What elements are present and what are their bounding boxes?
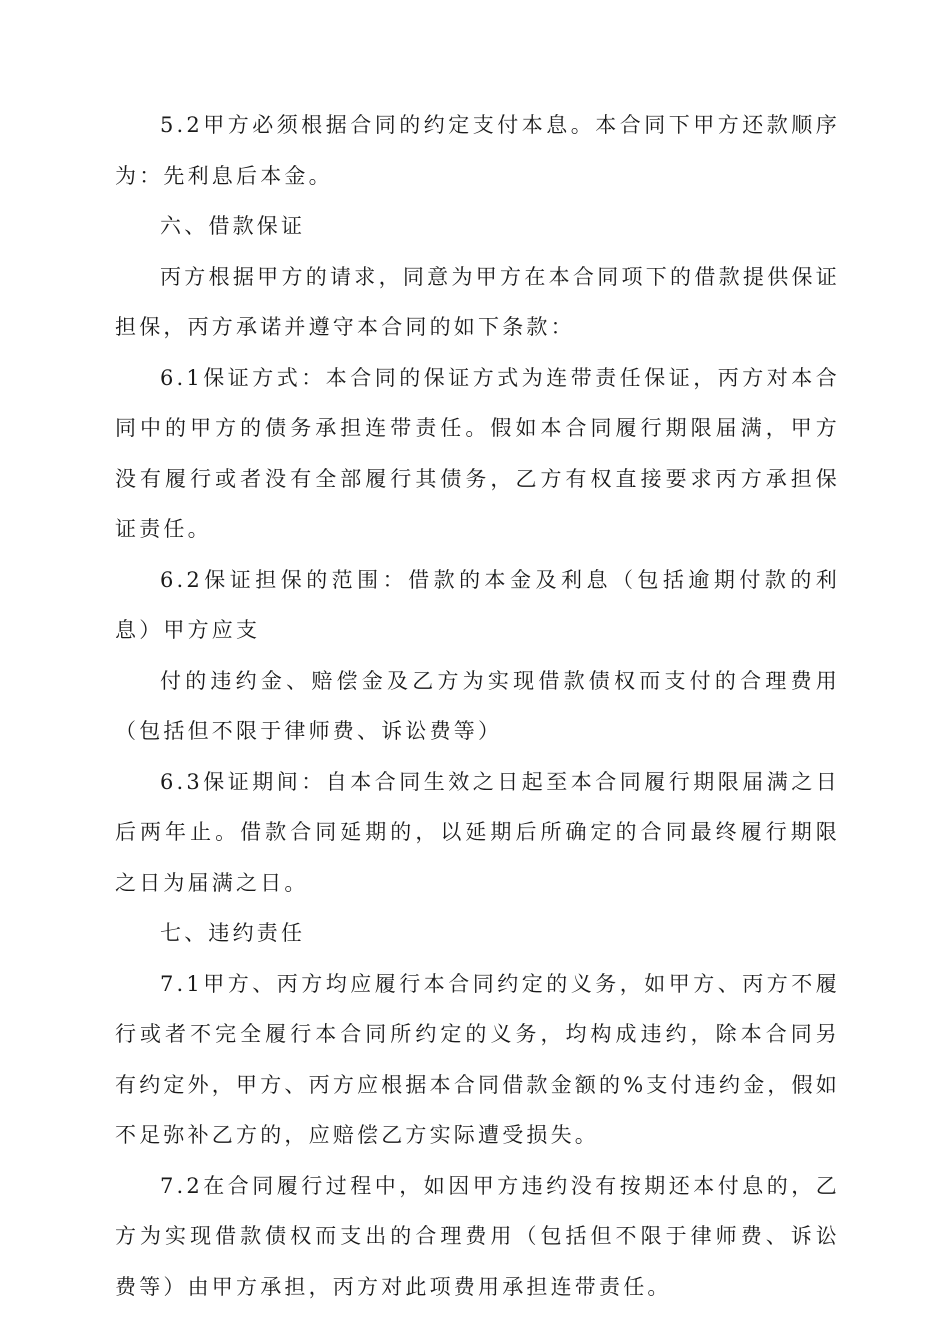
clause-5-2: 5.2甲方必须根据合同的约定支付本息。本合同下甲方还款顺序为：先利息后本金。 <box>115 113 840 188</box>
guarantee-intro: 丙方根据甲方的请求，同意为甲方在本合同项下的借款提供保证担保，丙方承诺并遵守本合同的如下条款： <box>115 264 840 339</box>
clause-6-2-continued: 付的违约金、赔偿金及乙方为实现借款债权而支付的合理费用（包括但不限于律师费、诉讼费等） <box>115 668 840 743</box>
clause-7-2: 7.2在合同履行过程中，如因甲方违约没有按期还本付息的，乙方为实现借款债权而支出的合理费用（包括但不限于律师费、诉讼费等）由甲方承担，丙方对此项费用承担连带责任。 <box>115 1173 840 1299</box>
section-heading-7: 七、违约责任 <box>160 921 306 945</box>
clause-6-1: 6.1保证方式：本合同的保证方式为连带责任保证，丙方对本合同中的甲方的债务承担连带责任。假如本合同履行期限届满，甲方没有履行或者没有全部履行其债务，乙方有权直接要求丙方承担保证责任。 <box>115 365 840 541</box>
section-heading-6: 六、借款保证 <box>160 214 306 238</box>
clause-7-1: 7.1甲方、丙方均应履行本合同约定的义务，如甲方、丙方不履行或者不完全履行本合同所约定的义务，均构成违约，除本合同另有约定外，甲方、丙方应根据本合同借款金额的%支付违约金，假如不足弥补乙方的，应赔偿乙方实际遭受损失。 <box>115 971 840 1147</box>
clause-6-3: 6.3保证期间：自本合同生效之日起至本合同履行期限届满之日后两年止。借款合同延期的，以延期后所确定的合同最终履行期限之日为届满之日。 <box>115 769 840 895</box>
document-body <box>115 100 840 1312</box>
clause-6-2: 6.2保证担保的范围：借款的本金及利息（包括逾期付款的利息）甲方应支 <box>115 567 840 642</box>
